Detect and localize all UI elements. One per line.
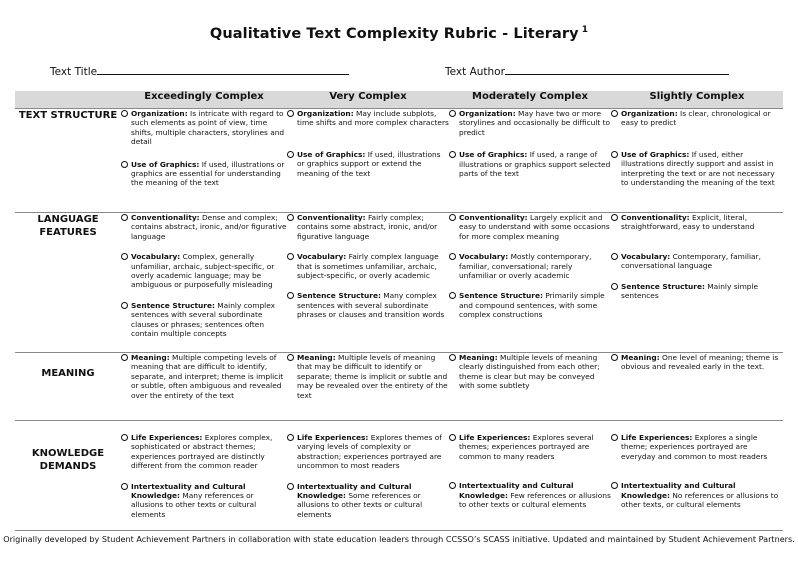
criterion: [611, 481, 783, 509]
rubric-cell: [611, 421, 783, 531]
rubric-cell: [449, 213, 611, 353]
bullet-circle-icon: [287, 151, 294, 158]
criterion-text: Multiple competing levels of meaning that are difficult to identify, separate, and interpret; theme is implicit or subtle, often ambiguous and revealed over the entirety of the text: [131, 353, 284, 400]
criterion-label: Intertextuality and Cultural Knowledge:: [131, 481, 246, 501]
row-text-structure: [15, 109, 783, 213]
bullet-circle-icon: [449, 292, 456, 299]
criterion-label: Conventionality:: [459, 213, 528, 222]
title-footnote: 1: [581, 25, 589, 35]
row-meaning: [15, 353, 783, 421]
text-title-label: Text Title: [50, 66, 98, 78]
criterion: [121, 482, 287, 520]
criterion-label: Sentence Structure:: [297, 291, 381, 301]
criterion: [449, 109, 611, 137]
rubric-cell: [287, 353, 449, 421]
rubric-cell: [287, 421, 449, 531]
bullet-circle-icon: [449, 482, 456, 489]
bullet-circle-icon: [121, 110, 128, 117]
criterion-label: Conventionality:: [621, 213, 690, 222]
rubric-cell: [611, 353, 783, 421]
criterion-text: If used, a range of illustrations or graphics support selected parts of the text: [459, 150, 611, 179]
criterion-label: Use of Graphics:: [297, 149, 366, 159]
corner-cell: [15, 91, 121, 109]
criterion: [287, 150, 449, 178]
criterion: [287, 482, 449, 520]
criterion-text: Explores themes of varying levels of complexity or abstraction; experiences portrayed are uncommon to most readers: [297, 433, 442, 471]
bullet-circle-icon: [449, 110, 456, 117]
rubric-cell: [121, 213, 287, 353]
rubric-cell: [449, 353, 611, 421]
row-language-features: [15, 213, 783, 353]
criterion: [449, 150, 611, 178]
criterion-text: Largely explicit and easy to understand with some occasions for more complex meaning: [459, 213, 610, 241]
rubric-cell: [449, 109, 611, 213]
criterion-label: Organization:: [297, 109, 354, 118]
bullet-circle-icon: [121, 302, 128, 309]
criterion: [449, 252, 611, 280]
criterion-text: One level of meaning; theme is obvious and revealed early in the text.: [621, 353, 779, 372]
criterion: [611, 353, 783, 372]
row-label: LANGUAGE FEATURES: [15, 213, 121, 353]
criterion-text: May have two or more storylines and occasionally be difficult to predict: [459, 109, 611, 137]
bullet-circle-icon: [611, 434, 618, 441]
bullet-circle-icon: [611, 482, 618, 489]
criterion: [121, 252, 287, 290]
criterion: [287, 433, 449, 471]
criterion-text: May include subplots, time shifts and more complex characters: [297, 109, 449, 128]
criterion-label: Sentence Structure:: [459, 291, 543, 301]
column-header: Exceedingly Complex: [121, 91, 287, 109]
criterion-text: Mainly complex sentences with several subordinate clauses or phrases; sentences often contain multiple concepts: [131, 300, 276, 339]
criterion: [121, 160, 287, 188]
footer-note: Originally developed by Student Achievement Partners in collaboration with state education leaders through CCSSO’s SCASS initiative. Updated and maintained by Student Achievement Partners.: [3, 534, 795, 544]
column-header: Moderately Complex: [449, 91, 611, 109]
rubric-cell: [121, 353, 287, 421]
bullet-circle-icon: [611, 354, 618, 361]
criterion-text: Explores a single theme; experiences portrayed are everyday and common to most readers: [621, 433, 768, 461]
bullet-circle-icon: [611, 110, 618, 117]
title-text: Qualitative Text Complexity Rubric - Literary: [209, 25, 579, 42]
bullet-circle-icon: [121, 214, 128, 221]
criterion-label: Meaning:: [297, 353, 336, 362]
rubric-cell: [449, 421, 611, 531]
criterion-label: Use of Graphics:: [131, 159, 200, 169]
bullet-circle-icon: [287, 292, 294, 299]
bullet-circle-icon: [449, 151, 456, 158]
criterion-text: Is intricate with regard to such elements as point of view, time shifts, multiple characters, storylines and detail: [131, 109, 285, 147]
criterion: [611, 252, 783, 271]
row-label: KNOWLEDGE DEMANDS: [15, 421, 121, 531]
criterion: [449, 291, 611, 319]
criterion-text: If used, illustrations or graphics support or extend the meaning of the text: [297, 149, 441, 178]
rubric-cell: [287, 213, 449, 353]
criterion: [449, 481, 611, 509]
criterion-text: Complex, generally unfamiliar, archaic, subject-specific, or overly academic language; may be ambiguous or purposefully misleading: [131, 252, 275, 290]
criterion-text: Fairly complex language that is sometimes unfamiliar, archaic, subject-specific, or overly academic: [297, 252, 439, 281]
column-header: Slightly Complex: [611, 91, 783, 109]
rubric-cell: [287, 109, 449, 213]
bullet-circle-icon: [121, 434, 128, 441]
text-author-line[interactable]: [505, 64, 729, 75]
criterion-text: Contemporary, familiar, conversational language: [621, 251, 761, 271]
criterion-label: Use of Graphics:: [621, 149, 690, 159]
criterion-label: Use of Graphics:: [459, 150, 528, 160]
criterion-text: Few references or allusions to other texts or cultural elements: [459, 490, 611, 510]
criterion-label: Organization:: [621, 109, 678, 118]
criterion: [449, 433, 611, 461]
criterion-label: Life Experiences:: [621, 433, 693, 442]
criterion: [449, 353, 611, 391]
bullet-circle-icon: [287, 434, 294, 441]
bullet-circle-icon: [121, 354, 128, 361]
criterion: [611, 150, 783, 188]
criterion-label: Vocabulary:: [131, 252, 181, 262]
criterion-label: Life Experiences:: [459, 433, 531, 442]
row-label: MEANING: [15, 353, 121, 421]
criterion-label: Sentence Structure:: [131, 300, 215, 310]
criterion-text: Multiple levels of meaning that may be difficult to identify or separate; theme is implicit or subtle and may be revealed over the entirety of the text: [297, 353, 448, 400]
bullet-circle-icon: [449, 354, 456, 361]
criterion: [611, 282, 783, 301]
criterion-text: Many references or allusions to other texts or cultural elements: [131, 491, 257, 519]
criterion-label: Intertextuality and Cultural Knowledge:: [459, 481, 574, 500]
bullet-circle-icon: [287, 354, 294, 361]
text-title-field[interactable]: [50, 64, 349, 78]
bullet-circle-icon: [611, 151, 618, 158]
bullet-circle-icon: [449, 434, 456, 441]
page-title: [0, 25, 798, 42]
criterion-label: Life Experiences:: [297, 433, 369, 442]
criterion-label: Conventionality:: [297, 213, 366, 222]
criterion: [287, 353, 449, 400]
criterion-text: Explores complex, sophisticated or abstract themes; experiences portrayed are distinctly different from the common reader: [131, 433, 273, 471]
row-knowledge-demands: [15, 421, 783, 531]
criterion: [121, 213, 287, 241]
criterion: [611, 109, 783, 128]
criterion: [611, 433, 783, 461]
criterion: [121, 353, 287, 400]
bullet-circle-icon: [287, 110, 294, 117]
rubric-cell: [611, 109, 783, 213]
criterion-label: Meaning:: [459, 353, 498, 362]
rubric-cell: [121, 109, 287, 213]
header-row: [15, 91, 783, 109]
bullet-circle-icon: [121, 161, 128, 168]
criterion-text: Many complex sentences with several subordinate phrases or clauses and transition words: [297, 291, 445, 320]
criterion: [449, 213, 611, 241]
criterion-text: Some references or allusions to other texts or cultural elements: [297, 491, 423, 519]
criterion-text: Explores several themes; experiences portrayed are common to many readers: [459, 433, 594, 461]
criterion-label: Vocabulary:: [621, 251, 671, 261]
criterion-text: If used, either illustrations directly support and assist in interpreting the text or are not necessary to understanding the meaning of the text: [621, 149, 775, 188]
criterion-label: Intertextuality and Cultural Knowledge:: [297, 481, 412, 501]
text-author-label: Text Author: [445, 66, 505, 78]
criterion-text: Mainly simple sentences: [621, 281, 759, 301]
criterion-text: If used, illustrations or graphics are essential for understanding the meaning of the text: [131, 159, 285, 188]
criterion-text: Multiple levels of meaning clearly distinguished from each other; theme is clear but may be conveyed with some subtlety: [459, 353, 600, 391]
bullet-circle-icon: [449, 253, 456, 260]
criterion-text: Dense and complex; contains abstract, ironic, and/or figurative language: [131, 213, 287, 241]
rubric-table: [15, 91, 783, 531]
bullet-circle-icon: [611, 283, 618, 290]
criterion-label: Meaning:: [621, 353, 660, 362]
bullet-circle-icon: [121, 483, 128, 490]
criterion: [121, 109, 287, 147]
criterion-text: Explicit, literal, straightforward, easy to understand: [621, 213, 755, 232]
bullet-circle-icon: [287, 214, 294, 221]
criterion-text: Mostly contemporary, familiar, conversational; rarely unfamiliar or overly academic: [459, 252, 592, 281]
criterion-text: Primarily simple and compound sentences, with some complex constructions: [459, 291, 605, 320]
criterion-label: Intertextuality and Cultural Knowledge:: [621, 481, 736, 500]
bullet-circle-icon: [611, 214, 618, 221]
text-author-field[interactable]: [445, 64, 729, 78]
criterion-label: Life Experiences:: [131, 433, 203, 442]
criterion-label: Vocabulary:: [297, 252, 347, 262]
bullet-circle-icon: [287, 483, 294, 490]
criterion: [121, 301, 287, 339]
criterion: [611, 213, 783, 232]
criterion-text: Is clear, chronological or easy to predict: [621, 109, 771, 128]
criterion-text: No references or allusions to other texts, or cultural elements: [621, 490, 779, 510]
criterion-label: Organization:: [459, 109, 516, 118]
criterion-label: Organization:: [131, 109, 188, 118]
criterion-label: Meaning:: [131, 353, 170, 362]
criterion-label: Sentence Structure:: [621, 281, 705, 291]
column-header: Very Complex: [287, 91, 449, 109]
criterion-label: Vocabulary:: [459, 252, 509, 262]
criterion: [287, 291, 449, 319]
criterion: [287, 109, 449, 128]
criterion: [121, 433, 287, 471]
bullet-circle-icon: [121, 253, 128, 260]
text-title-line[interactable]: [97, 64, 349, 75]
bullet-circle-icon: [611, 253, 618, 260]
bullet-circle-icon: [287, 253, 294, 260]
rubric-cell: [121, 421, 287, 531]
criterion-label: Conventionality:: [131, 213, 200, 222]
criterion-text: Fairly complex; contains some abstract, ironic, and/or figurative language: [297, 213, 438, 241]
bullet-circle-icon: [449, 214, 456, 221]
criterion: [287, 252, 449, 280]
row-label: TEXT STRUCTURE: [15, 109, 121, 213]
criterion: [287, 213, 449, 241]
rubric-cell: [611, 213, 783, 353]
